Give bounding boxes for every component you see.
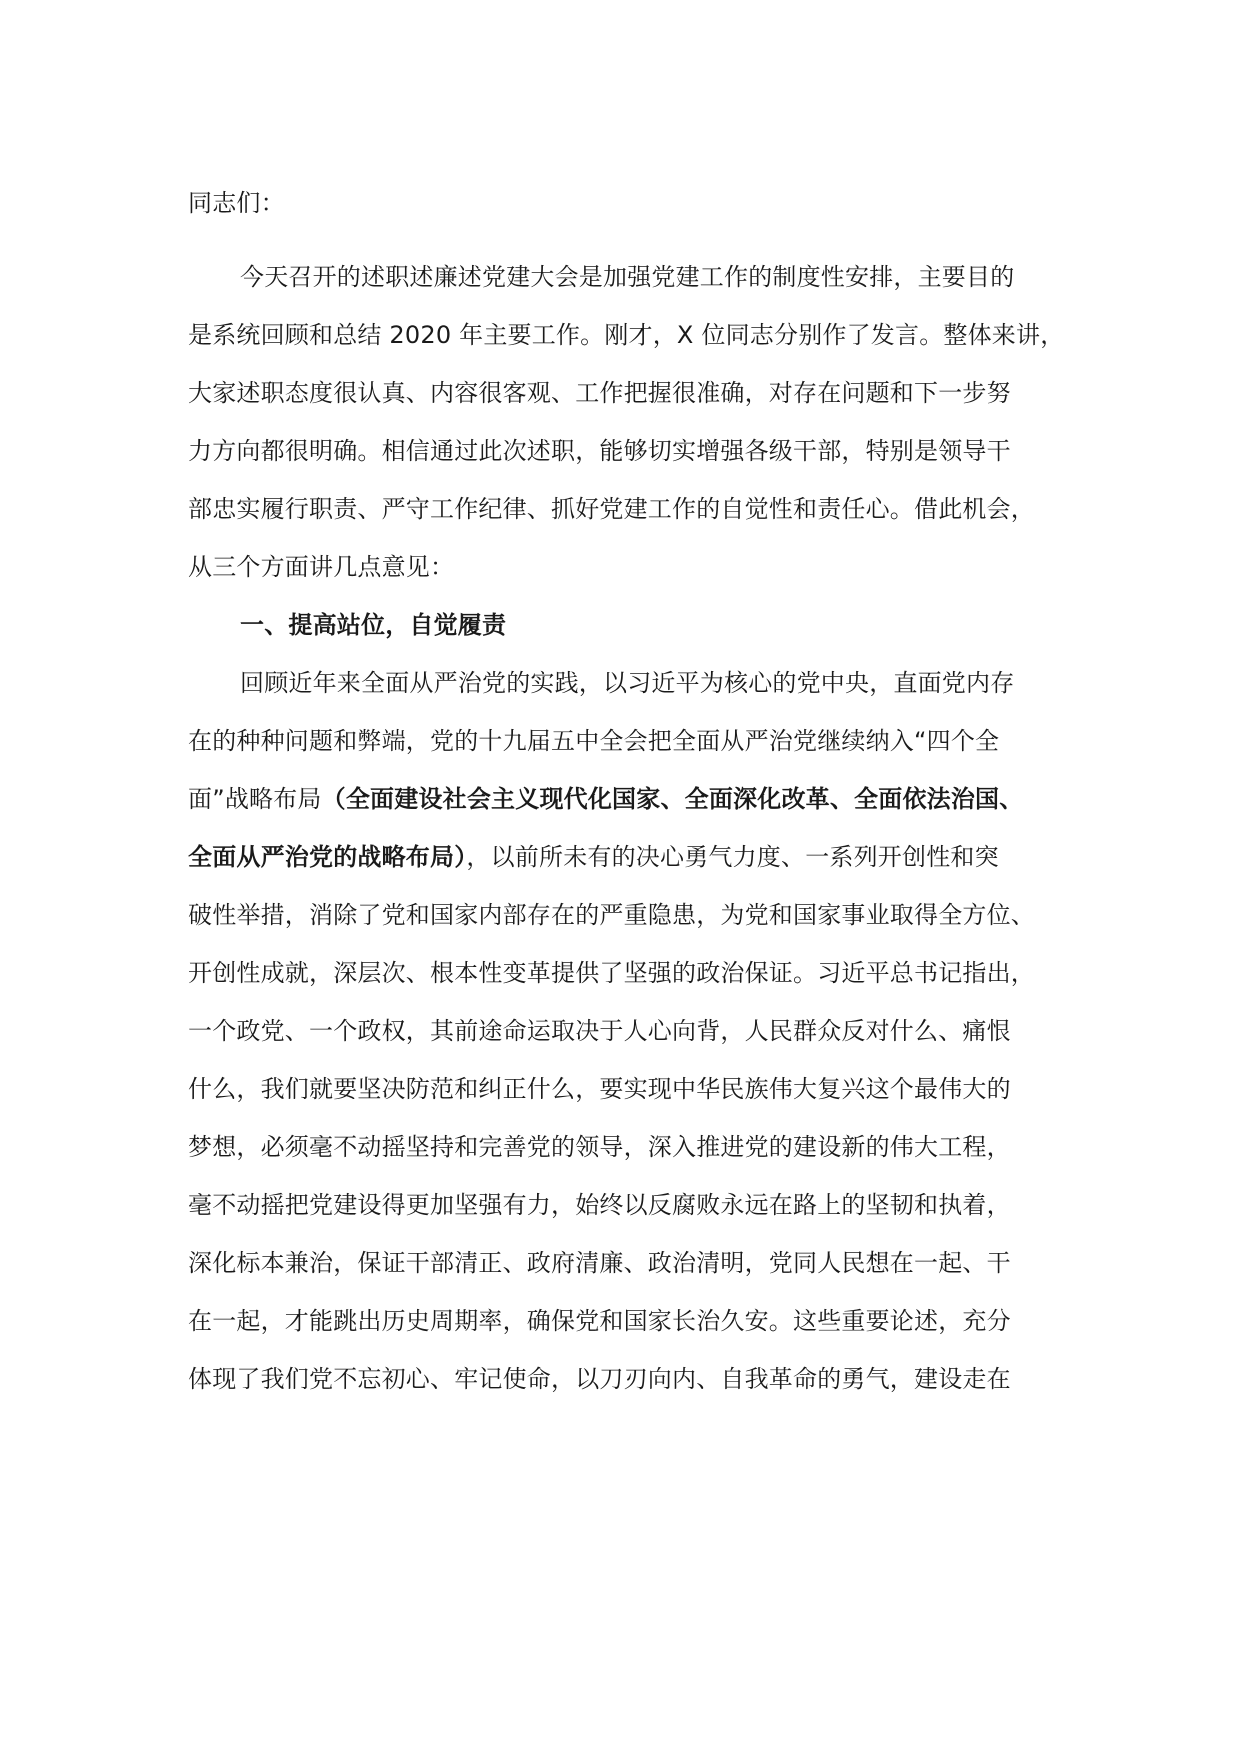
paragraph-line: 是系统回顾和总结 2020 年主要工作。刚才，X 位同志分别作了发言。整体来讲， — [188, 321, 1065, 349]
bold-text: （全面建设社会主义现代化国家、全面深化改革、全面依法治国、 — [321, 785, 1024, 813]
section-heading: 一、提高站位，自觉履责 — [240, 611, 507, 639]
paragraph-line — [188, 842, 1088, 872]
paragraph-line: 大家述职态度很认真、内容很客观、工作把握很准确，对存在问题和下一步努 — [188, 379, 1011, 407]
paragraph-line: 在一起，才能跳出历史周期率，确保党和国家长治久安。这些重要论述，充分 — [188, 1307, 1011, 1335]
salutation: 同志们： — [188, 189, 285, 217]
paragraph-line: 体现了我们党不忘初心、牢记使命，以刀刃向内、自我革命的勇气，建设走在 — [188, 1365, 1011, 1393]
paragraph-line: 毫不动摇把党建设得更加坚强有力，始终以反腐败永远在路上的坚韧和执着， — [188, 1191, 1011, 1219]
paragraph-line: 梦想，必须毫不动摇坚持和完善党的领导，深入推进党的建设新的伟大工程， — [188, 1133, 1011, 1161]
paragraph-line: 开创性成就，深层次、根本性变革提供了坚强的政治保证。习近平总书记指出， — [188, 959, 1035, 987]
plain-text: 面”战略布局 — [188, 785, 322, 813]
paragraph-line: 深化标本兼治，保证干部清正、政府清廉、政治清明，党同人民想在一起、干 — [188, 1249, 1011, 1277]
paragraph-line: 部忠实履行职责、严守工作纪律、抓好党建工作的自觉性和责任心。借此机会， — [188, 495, 1035, 523]
paragraph-line: 回顾近年来全面从严治党的实践，以习近平为核心的党中央，直面党内存 — [240, 669, 1015, 697]
paragraph-line: 一个政党、一个政权，其前途命运取决于人心向背，人民群众反对什么、痛恨 — [188, 1017, 1011, 1045]
paragraph-line — [188, 784, 1088, 814]
plain-text: ，以前所未有的决心勇气力度、一系列开创性和突 — [466, 843, 999, 871]
paragraph-line: 破性举措，消除了党和国家内部存在的严重隐患，为党和国家事业取得全方位、 — [188, 901, 1035, 929]
paragraph-line: 力方向都很明确。相信通过此次述职，能够切实增强各级干部，特别是领导干 — [188, 437, 1011, 465]
paragraph-line: 今天召开的述职述廉述党建大会是加强党建工作的制度性安排，主要目的 — [240, 263, 1015, 291]
paragraph-line: 什么，我们就要坚决防范和纠正什么，要实现中华民族伟大复兴这个最伟大的 — [188, 1075, 1011, 1103]
bold-text: 全面从严治党的战略布局） — [188, 843, 467, 871]
paragraph-line: 在的种种问题和弊端，党的十九届五中全会把全面从严治党继续纳入“四个全 — [188, 727, 1000, 755]
paragraph-line: 从三个方面讲几点意见： — [188, 553, 455, 581]
